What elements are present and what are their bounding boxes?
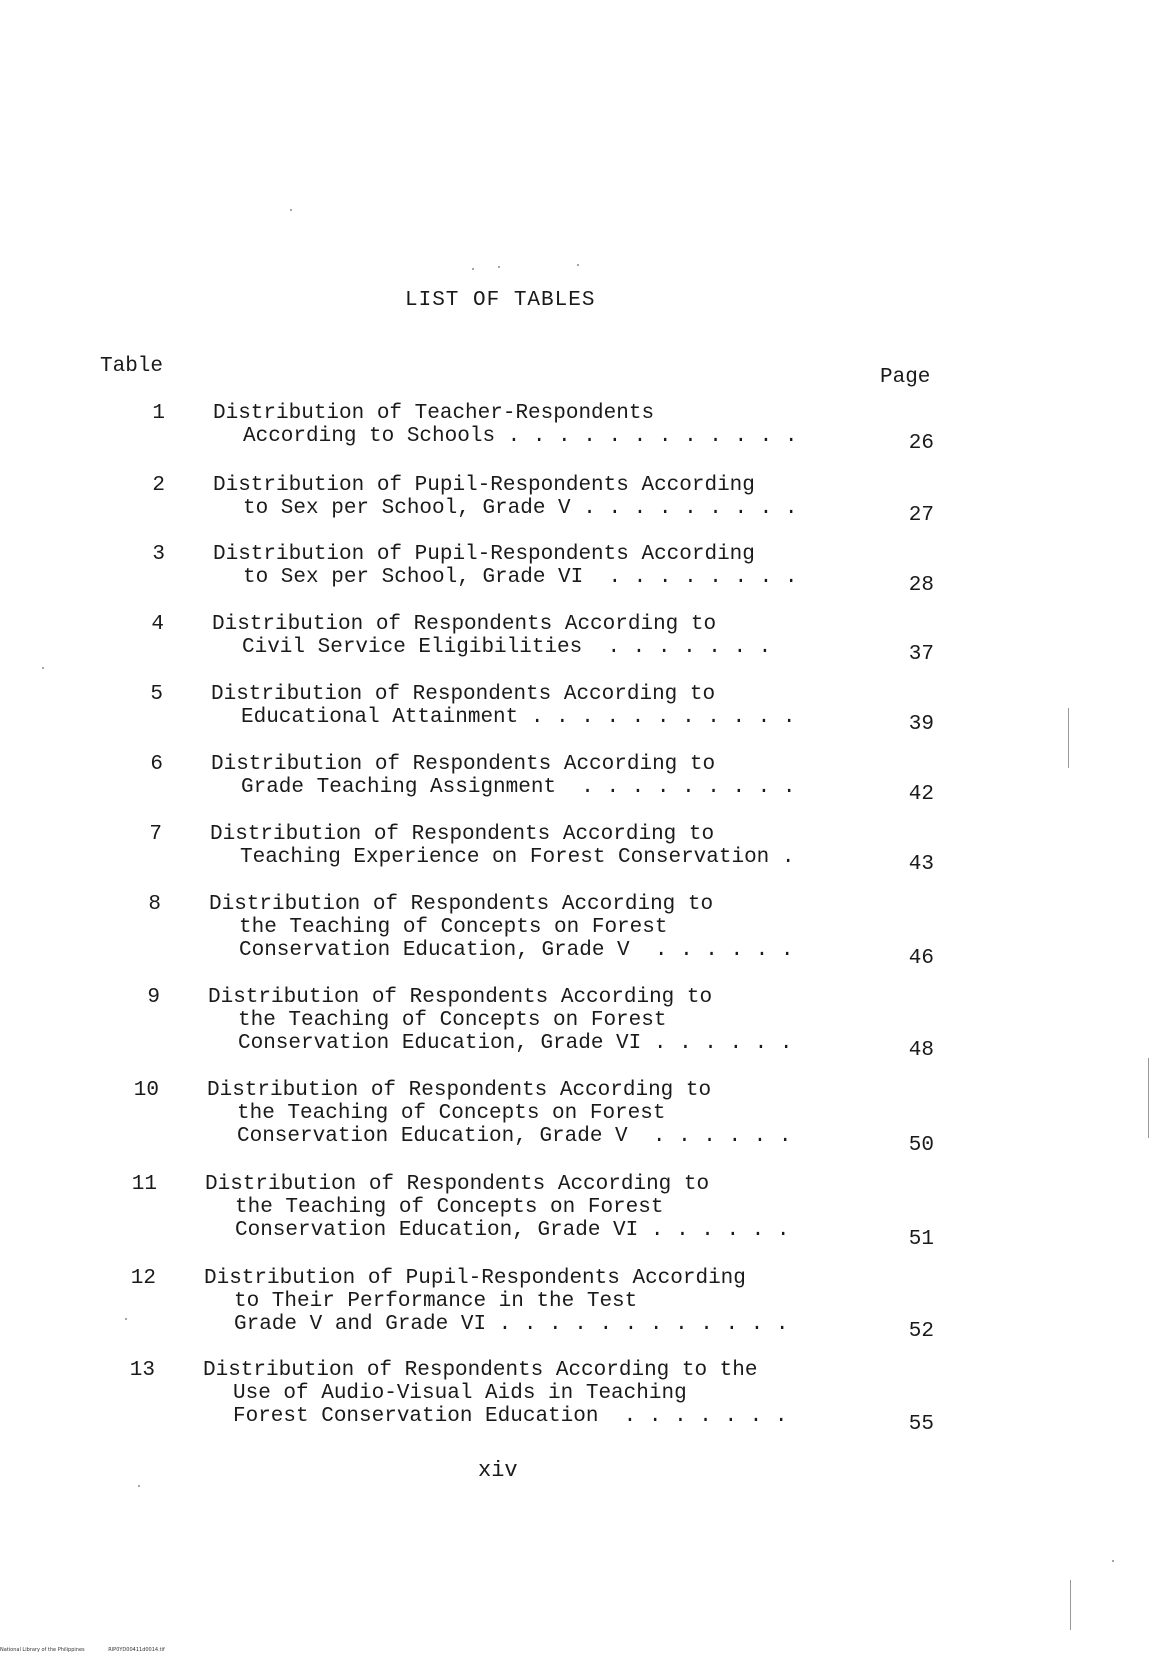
table-entry-title-line: Distribution of Respondents According to [209, 893, 714, 916]
table-entry-title-line: to Sex per School, Grade VI . . . . . . . . [243, 566, 798, 589]
table-entry-number: 3 [152, 543, 165, 566]
scan-speck [498, 266, 500, 268]
table-entry-title [211, 753, 796, 799]
table-entry-page: 37 [908, 643, 934, 666]
table-entry-title [213, 474, 798, 520]
table-entry-title-line: Distribution of Respondents According to [205, 1173, 710, 1196]
table-entry-title-line: Distribution of Respondents According to [211, 753, 716, 776]
scan-speck [290, 209, 292, 211]
scan-speck [577, 264, 579, 266]
table-entry-title [204, 1267, 789, 1336]
table-entry-title-line: the Teaching of Concepts on Forest [237, 1102, 666, 1125]
table-entry-title-line: According to Schools . . . . . . . . . . . . [243, 425, 798, 448]
scan-speck [1112, 1560, 1114, 1562]
table-entry-title-line: Distribution of Pupil-Respondents According [213, 474, 755, 497]
page-column-header: Page [880, 366, 931, 389]
table-entry-title [205, 1173, 790, 1242]
table-entry-title [209, 893, 794, 962]
table-entry-page: 48 [908, 1039, 934, 1062]
table-entry-number: 1 [152, 402, 165, 425]
table-entry-page: 43 [908, 853, 934, 876]
scan-speck [125, 1318, 127, 1320]
table-entry-title-line: Distribution of Respondents According to [208, 986, 713, 1009]
table-column-header: Table [100, 355, 164, 378]
table-entry-title-line: Distribution of Pupil-Respondents According [204, 1267, 746, 1290]
table-entry-title-line: Use of Audio-Visual Aids in Teaching [233, 1382, 687, 1405]
table-entry-number: 4 [151, 613, 164, 636]
table-entry-title-line: Teaching Experience on Forest Conservation . [240, 846, 795, 869]
table-entry-page: 26 [908, 432, 934, 455]
table-entry-title-line: Distribution of Respondents According to [210, 823, 715, 846]
table-entry-page: 42 [908, 783, 934, 806]
table-entry-page: 51 [908, 1228, 934, 1251]
table-entry-number: 9 [147, 986, 160, 1009]
table-entry-page: 39 [908, 713, 934, 736]
table-entry-title-line: Grade V and Grade VI . . . . . . . . . . . . [234, 1313, 789, 1336]
scan-edge-mark [1070, 1580, 1071, 1630]
table-entry-title-line: to Their Performance in the Test [234, 1290, 638, 1313]
table-entry-number: 11 [131, 1173, 157, 1196]
table-entry-number: 7 [149, 823, 162, 846]
table-entry-title-line: Distribution of Respondents According to [212, 613, 717, 636]
scan-edge-mark [1148, 1058, 1149, 1138]
scan-credit-library: National Library of the Philippines [0, 1647, 85, 1653]
table-entry-number: 2 [152, 474, 165, 497]
table-entry-number: 5 [150, 683, 163, 706]
table-entry-title-line: Distribution of Respondents According to [211, 683, 716, 706]
table-entry-number: 10 [133, 1079, 159, 1102]
table-entry-number: 12 [130, 1267, 156, 1290]
scan-edge-mark [1068, 708, 1069, 768]
page-number: xiv [478, 1458, 518, 1483]
table-entry-page: 28 [908, 574, 934, 597]
table-entry-title-line: Grade Teaching Assignment . . . . . . . . . [241, 776, 796, 799]
table-entry-number: 8 [148, 893, 161, 916]
table-entry-title-line: the Teaching of Concepts on Forest [235, 1196, 664, 1219]
table-entry-title-line: Educational Attainment . . . . . . . . . . . [241, 706, 796, 729]
table-entry-title-line: Conservation Education, Grade VI . . . . . . [238, 1032, 793, 1055]
table-entry-title [213, 402, 798, 448]
scan-credit-filename: RIP0YD00411d0014.tif [108, 1647, 165, 1653]
table-entry-title-line: the Teaching of Concepts on Forest [238, 1009, 667, 1032]
table-entry-number: 6 [150, 753, 163, 776]
table-entry-title-line: Distribution of Respondents According to [207, 1079, 712, 1102]
table-entry-title [212, 613, 771, 659]
table-entry-page: 50 [908, 1134, 934, 1157]
table-entry-title-line: Distribution of Pupil-Respondents According [213, 543, 755, 566]
table-entry-title-line: Forest Conservation Education . . . . . . . [233, 1405, 788, 1428]
table-entry-title [207, 1079, 792, 1148]
table-entry-title [203, 1359, 788, 1428]
table-entry-title [213, 543, 798, 589]
table-entry-title [210, 823, 795, 869]
table-entry-title-line: Conservation Education, Grade V . . . . . . [239, 939, 794, 962]
table-entry-title-line: Conservation Education, Grade V . . . . . . [237, 1125, 792, 1148]
scan-speck [472, 268, 474, 270]
table-entry-title-line: Distribution of Respondents According to the [203, 1359, 758, 1382]
table-entry-title-line: the Teaching of Concepts on Forest [239, 916, 668, 939]
table-entry-title [211, 683, 796, 729]
table-entry-page: 46 [908, 947, 934, 970]
scan-credit [0, 1647, 187, 1653]
table-entry-number: 13 [129, 1359, 155, 1382]
scan-speck [42, 667, 44, 669]
table-entry-title-line: to Sex per School, Grade V . . . . . . . . . [243, 497, 798, 520]
table-entry-title-line: Distribution of Teacher-Respondents [213, 402, 655, 425]
table-entry-title-line: Civil Service Eligibilities . . . . . . . [242, 636, 772, 659]
table-entry-page: 27 [908, 504, 934, 527]
scan-speck [138, 1485, 140, 1487]
page-title: LIST OF TABLES [405, 289, 596, 312]
table-entry-title-line: Conservation Education, Grade VI . . . . . . [235, 1219, 790, 1242]
table-entry-title [208, 986, 793, 1055]
table-entry-page: 52 [908, 1320, 934, 1343]
table-entry-page: 55 [908, 1413, 934, 1436]
